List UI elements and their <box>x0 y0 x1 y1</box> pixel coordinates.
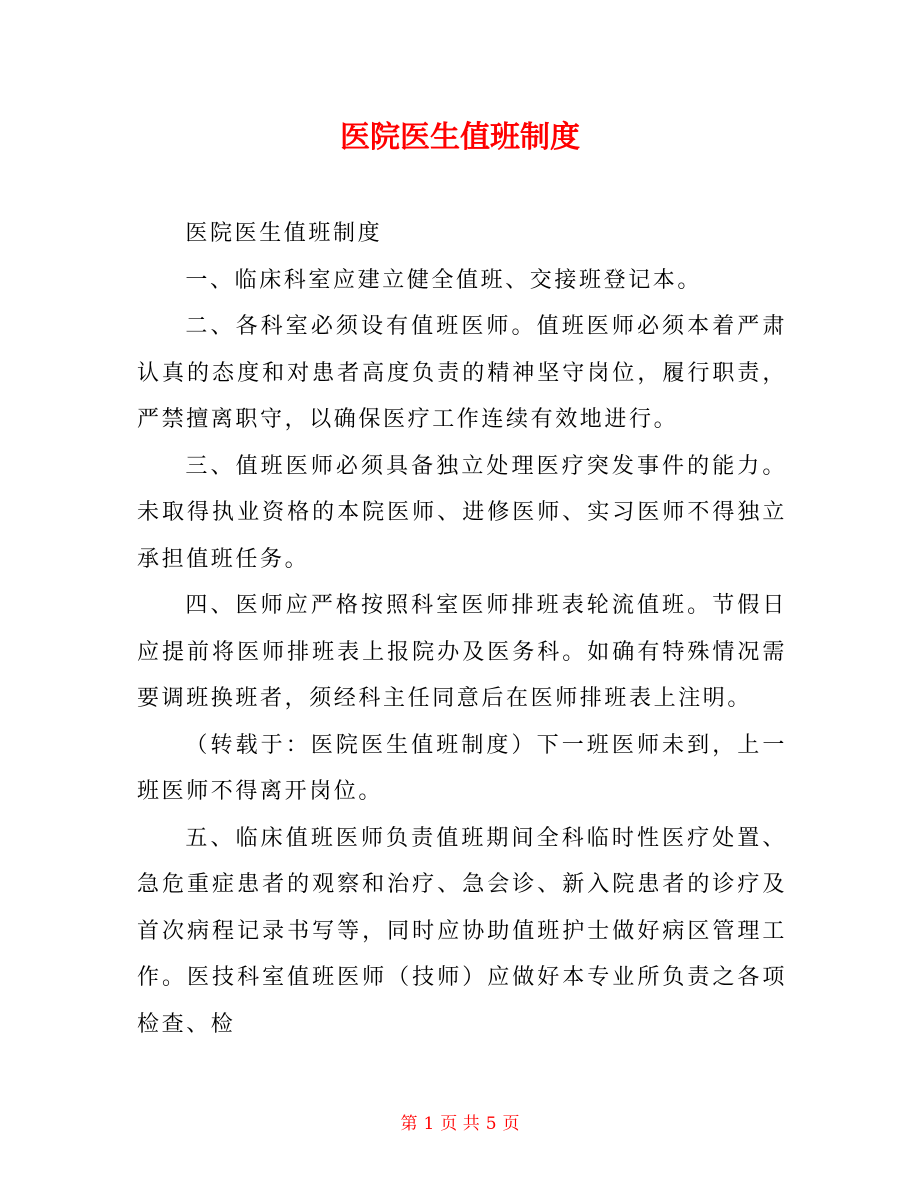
footer-page-total: 5 <box>485 1114 497 1134</box>
footer-prefix: 第 <box>400 1114 418 1134</box>
paragraph-1: 一、临床科室应建立健全值班、交接班登记本。 <box>185 267 702 293</box>
footer-suffix: 页 <box>502 1114 520 1134</box>
paragraph-3: 三、值班医师必须具备独立处理医疗突发事件的能力。未取得执业资格的本院医师、进修医师、实习医师不得独立承担值班任务。 <box>137 453 787 572</box>
footer-page-number: 1 <box>423 1114 435 1134</box>
paragraph-5: 五、临床值班医师负责值班期间全科临时性医疗处置、急危重症患者的观察和治疗、急会诊、新入院患者的诊疗及首次病程记录书写等，同时应协助值班护士做好病区管理工作。医技科室值班医师（技师）应做好本专业所负责之各项检查、检 <box>137 825 787 1037</box>
paragraph-heading: 医院医生值班制度 <box>185 221 383 246</box>
page-title: 医院医生值班制度 <box>340 120 580 155</box>
paragraph-reprint-note: （转载于：医院医生值班制度）下一班医师未到，上一班医师不得离开岗位。 <box>137 732 787 804</box>
paragraph-2: 二、各科室必须设有值班医师。值班医师必须本着严肃认真的态度和对患者高度负责的精神坚守岗位，履行职责，严禁擅离职守，以确保医疗工作连续有效地进行。 <box>137 314 787 432</box>
paragraph-4: 四、医师应严格按照科室医师排班表轮流值班。节假日应提前将医师排班表上报院办及医务科。如确有特殊情况需要调班换班者，须经科主任同意后在医师排班表上注明。 <box>137 593 787 711</box>
page-footer <box>0 1112 920 1136</box>
footer-mid: 页 共 <box>440 1114 480 1134</box>
document-body <box>137 211 787 1048</box>
